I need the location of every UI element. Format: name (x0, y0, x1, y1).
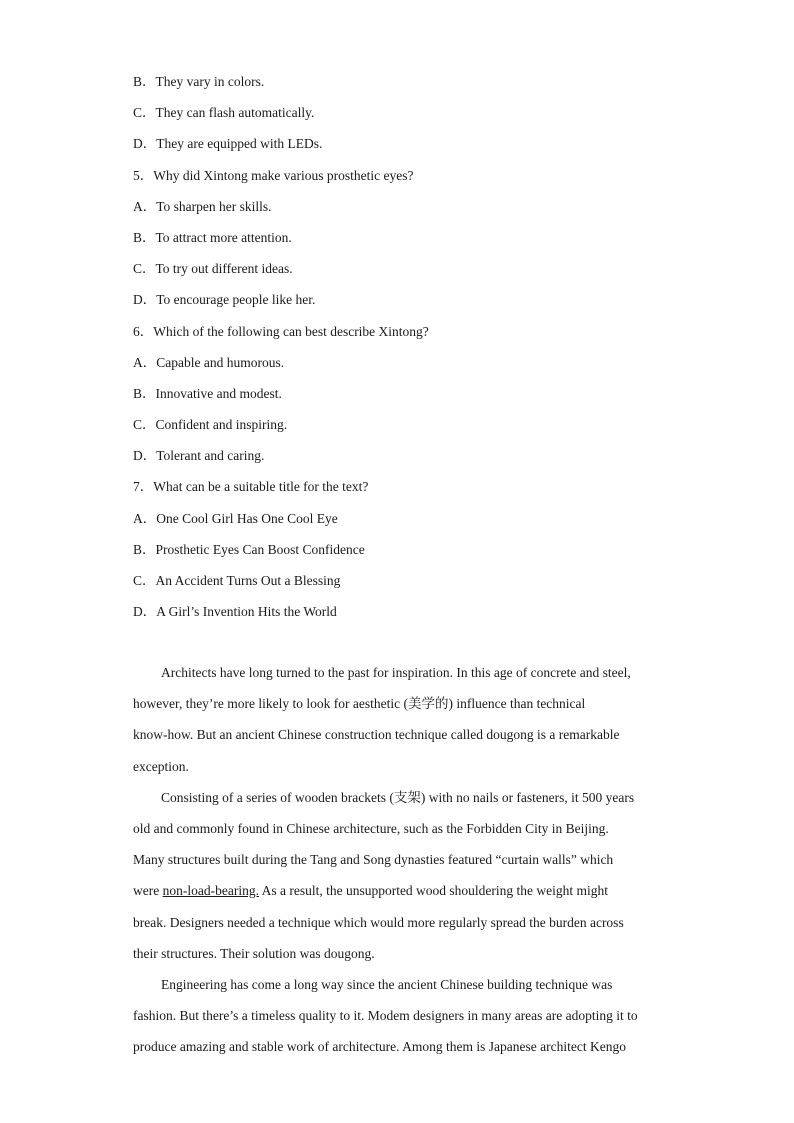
option-line: C．They can flash automatically. (133, 105, 315, 121)
option-line: D．To encourage people like her. (133, 292, 316, 308)
passage-line: old and commonly found in Chinese architecture, such as the Forbidden City in Beijing. (133, 820, 609, 836)
passage-line: Consisting of a series of wooden brackets (支架) with no nails or fasteners, it 500 years (161, 789, 635, 805)
option-line: A．One Cool Girl Has One Cool Eye (133, 510, 338, 526)
passage-line: fashion. But there’s a timeless quality to it. Modem designers in many areas are adopting it to (133, 1008, 638, 1024)
reading-passage (133, 657, 663, 1062)
option-line: C．An Accident Turns Out a Blessing (133, 573, 341, 588)
passage-line-with-underline (133, 875, 663, 906)
passage-line: however, they’re more likely to look for aesthetic (美学的) influence than technical (133, 696, 586, 712)
option-line: D．A Girl’s Invention Hits the World (133, 604, 337, 620)
passage-text: As a result, the unsupported wood shouldering the weight might (258, 883, 609, 899)
passage-line: know-how. But an ancient Chinese construction technique called dougong is a remarkable (133, 727, 620, 743)
option-line: A．To sharpen her skills. (133, 198, 272, 214)
option-line: B．Innovative and modest. (133, 385, 282, 401)
question-line: 7．What can be a suitable title for the text? (133, 479, 369, 495)
option-line: B．Prosthetic Eyes Can Boost Confidence (133, 541, 365, 557)
option-line: A．Capable and humorous. (133, 354, 285, 370)
option-line: B．To attract more attention. (133, 229, 292, 245)
passage-line: Architects have long turned to the past for inspiration. In this age of concrete and steel, (161, 665, 631, 680)
passage-line: exception. (133, 758, 189, 774)
option-line: B．They vary in colors. (133, 74, 265, 89)
passage-line: Many structures built during the Tang and Song dynasties featured “curtain walls” which (133, 852, 614, 868)
question-line: 6．Which of the following can best describe Xintong? (133, 323, 429, 339)
passage-line: break. Designers needed a technique which would more regularly spread the burden across (133, 914, 624, 930)
option-line: C．Confident and inspiring. (133, 417, 288, 433)
option-line: D．Tolerant and caring. (133, 448, 265, 464)
option-line: C．To try out different ideas. (133, 261, 293, 277)
passage-line: their structures. Their solution was dougong. (133, 945, 375, 961)
question-line: 5．Why did Xintong make various prosthetic eyes? (133, 167, 414, 183)
passage-line: produce amazing and stable work of architecture. Among them is Japanese architect Kengo (133, 1039, 626, 1055)
underlined-term: non-load-bearing. (162, 883, 259, 899)
passage-text: were (133, 883, 163, 899)
option-line: D．They are equipped with LEDs. (133, 136, 323, 152)
question-options-list (133, 66, 693, 627)
passage-line: Engineering has come a long way since the ancient Chinese building technique was (161, 976, 613, 992)
